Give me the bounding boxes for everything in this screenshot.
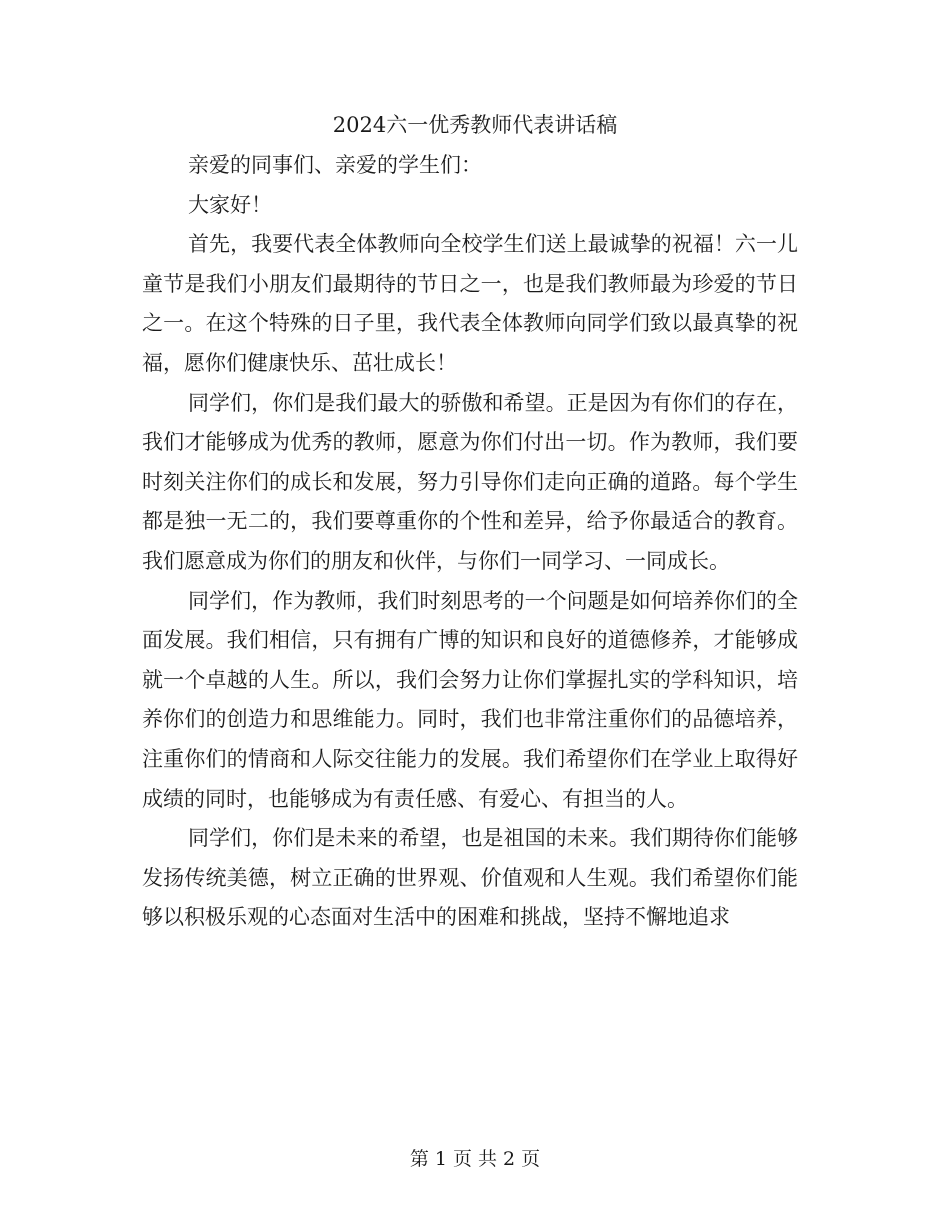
- body-paragraph: 同学们，作为教师，我们时刻思考的一个问题是如何培养你们的全面发展。我们相信，只有拥有广博的知识和良好的道德修养，才能够成就一个卓越的人生。所以，我们会努力让你们掌握扎实的学科知识，培养你们的创造力和思维能力。同时，我们也非常注重你们的品德培养，注重你们的情商和人际交往能力的发展。我们希望你们在学业上取得好成绩的同时，也能够成为有责任感、有爱心、有担当的人。: [142, 588, 798, 811]
- document-body: [142, 146, 798, 938]
- body-paragraph: 同学们，你们是未来的希望，也是祖国的未来。我们期待你们能够发扬传统美德，树立正确的世界观、价值观和人生观。我们希望你们能够以积极乐观的心态面对生活中的困难和挑战，坚持不懈地追求: [142, 826, 798, 930]
- page-number-footer: 第 1 页 共 2 页: [409, 1148, 541, 1170]
- greeting-paragraph: 大家好！: [188, 192, 272, 217]
- body-paragraph: 同学们，你们是我们最大的骄傲和希望。正是因为有你们的存在，我们才能够成为优秀的教师，愿意为你们付出一切。作为教师，我们要时刻关注你们的成长和发展，努力引导你们走向正确的道路。每个学生都是独一无二的，我们要尊重你的个性和差异，给予你最适合的教育。我们愿意成为你们的朋友和伙伴，与你们一同学习、一同成长。: [142, 390, 798, 573]
- body-paragraph: 首先，我要代表全体教师向全校学生们送上最诚挚的祝福！六一儿童节是我们小朋友们最期待的节日之一，也是我们教师最为珍爱的节日之一。在这个特殊的日子里，我代表全体教师向同学们致以最真挚的祝福，愿你们健康快乐、茁壮成长！: [142, 232, 798, 375]
- document-title: 2024六一优秀教师代表讲话稿: [332, 113, 618, 137]
- salutation-paragraph: 亲爱的同事们、亲爱的学生们：: [188, 153, 482, 177]
